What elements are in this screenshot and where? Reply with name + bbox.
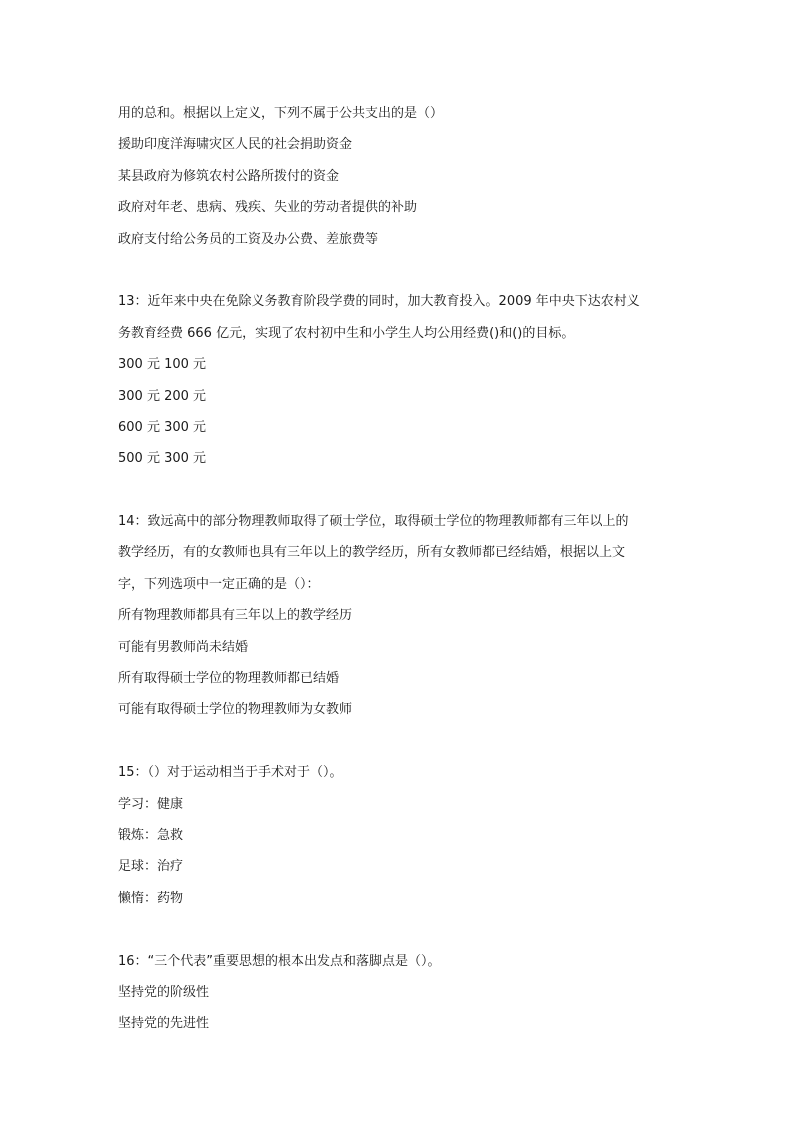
option-d: 可能有取得硕士学位的物理教师为女教师: [118, 702, 353, 718]
question-13: [118, 286, 678, 474]
option-c: 所有取得硕士学位的物理教师都已结婚: [118, 671, 340, 687]
question-12-tail: [118, 98, 678, 255]
spacer: [118, 914, 678, 945]
question-stem: 用的总和。根据以上定义，下列不属于公共支出的是（）: [118, 106, 444, 121]
option-a: 300 元 100 元: [118, 357, 207, 373]
option-d: 500 元 300 元: [118, 451, 207, 467]
option-a: 援助印度洋海啸灾区人民的社会捐助资金: [118, 137, 353, 153]
question-16: [118, 946, 678, 1040]
option-b: 锻炼：急救: [118, 827, 184, 843]
question-stem-line-2: 教学经历，有的女教师也具有三年以上的教学经历，所有女教师都已经结婚，根据以上文: [118, 545, 626, 561]
document-page: [118, 98, 678, 1040]
spacer: [118, 475, 678, 506]
question-stem-line-1: 13：近年来中央在免除义务教育阶段学费的同时，加大教育投入。2009 年中央下达农村义: [118, 294, 640, 310]
option-c: 600 元 300 元: [118, 419, 207, 435]
question-stem-line-2: 务教育经费 666 亿元，实现了农村初中生和小学生人均公用经费()和()的目标。: [118, 325, 575, 341]
question-14: [118, 506, 678, 726]
option-a: 所有物理教师都具有三年以上的教学经历: [118, 608, 353, 624]
option-b: 某县政府为修筑农村公路所拨付的资金: [118, 168, 340, 184]
question-stem: 15：（）对于运动相当于手术对于（）。: [118, 765, 343, 781]
option-c: 足球：治疗: [118, 859, 184, 875]
option-a: 坚持党的阶级性: [118, 984, 210, 1000]
option-b: 可能有男教师尚未结婚: [118, 639, 249, 655]
option-a: 学习：健康: [118, 796, 184, 812]
spacer: [118, 255, 678, 286]
option-b: 300 元 200 元: [118, 388, 207, 404]
question-stem-line-1: 14：致远高中的部分物理教师取得了硕士学位，取得硕士学位的物理教师都有三年以上的: [118, 514, 629, 530]
option-b: 坚持党的先进性: [118, 1016, 210, 1032]
question-15: [118, 757, 678, 914]
option-d: 懒惰：药物: [118, 890, 184, 906]
option-d: 政府支付给公务员的工资及办公费、差旅费等: [118, 231, 379, 247]
question-stem-line-3: 字，下列选项中一定正确的是（）：: [118, 576, 320, 592]
question-stem: 16：“三个代表”重要思想的根本出发点和落脚点是（）。: [118, 953, 441, 969]
spacer: [118, 726, 678, 757]
option-c: 政府对年老、患病、残疾、失业的劳动者提供的补助: [118, 200, 418, 216]
